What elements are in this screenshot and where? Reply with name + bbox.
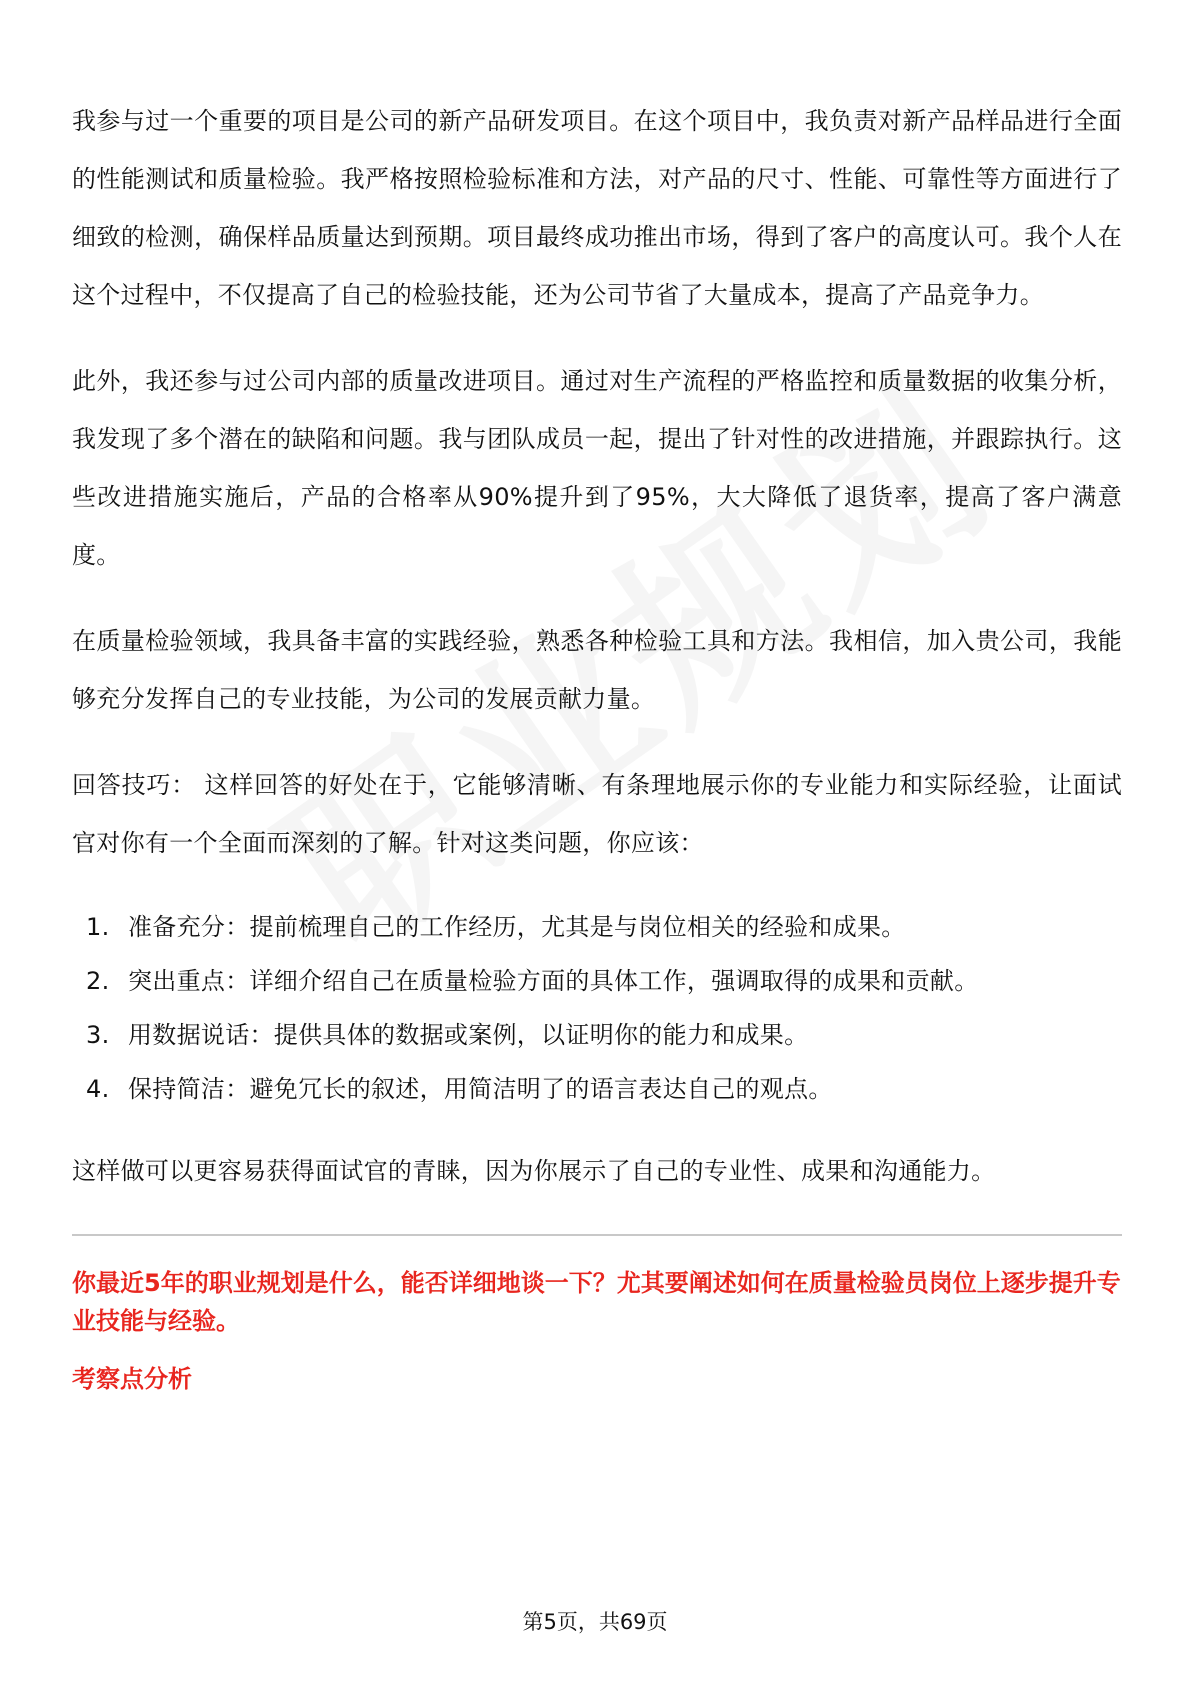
list-item-number: 2. [86, 967, 110, 995]
list-item [72, 900, 1122, 954]
section-divider [72, 1234, 1122, 1236]
interview-question: 你最近5年的职业规划是什么，能否详细地谈一下？尤其要阐述如何在质量检验员岗位上逐步提升专业技能与经验。 [72, 1269, 1121, 1335]
paragraph-closing: 这样做可以更容易获得面试官的青睐，因为你展示了自己的专业性、成果和沟通能力。 [72, 1157, 996, 1185]
list-item [72, 954, 1122, 1008]
paragraph-answer-tips-intro: 回答技巧： 这样回答的好处在于，它能够清晰、有条理地展示你的专业能力和实际经验，让面试官对你有一个全面而深刻的了解。针对这类问题，你应该： [72, 771, 1122, 857]
list-item-number: 3. [86, 1021, 110, 1049]
list-item [72, 1062, 1122, 1116]
tips-list [72, 900, 1122, 1116]
page-number-footer: 第5页，共69页 [522, 1610, 668, 1634]
section-heading: 考察点分析 [72, 1365, 192, 1393]
list-item-text: 保持简洁：避免冗长的叙述，用简洁明了的语言表达自己的观点。 [128, 1075, 833, 1103]
list-item-text: 用数据说话：提供具体的数据或案例，以证明你的能力和成果。 [128, 1021, 809, 1049]
list-item [72, 1008, 1122, 1062]
list-item-number: 1. [86, 913, 110, 941]
paragraph-project-experience: 我参与过一个重要的项目是公司的新产品研发项目。在这个项目中，我负责对新产品样品进行全面的性能测试和质量检验。我严格按照检验标准和方法，对产品的尺寸、性能、可靠性等方面进行了细致的检测，确保样品质量达到预期。项目最终成功推出市场，得到了客户的高度认可。我个人在这个过程中，不仅提高了自己的检验技能，还为公司节省了大量成本，提高了产品竞争力。 [72, 107, 1122, 309]
list-item-number: 4. [86, 1075, 110, 1103]
paragraph-summary: 在质量检验领域，我具备丰富的实践经验，熟悉各种检验工具和方法。我相信，加入贵公司，我能够充分发挥自己的专业技能，为公司的发展贡献力量。 [72, 627, 1122, 713]
list-item-text: 准备充分：提前梳理自己的工作经历，尤其是与岗位相关的经验和成果。 [128, 913, 906, 941]
list-item-text: 突出重点：详细介绍自己在质量检验方面的具体工作，强调取得的成果和贡献。 [128, 967, 979, 995]
document-body [72, 92, 1122, 1398]
paragraph-quality-improvement: 此外，我还参与过公司内部的质量改进项目。通过对生产流程的严格监控和质量数据的收集分析，我发现了多个潜在的缺陷和问题。我与团队成员一起，提出了针对性的改进措施，并跟踪执行。这些改进措施实施后，产品的合格率从90%提升到了95%，大大降低了退货率，提高了客户满意度。 [72, 367, 1122, 569]
